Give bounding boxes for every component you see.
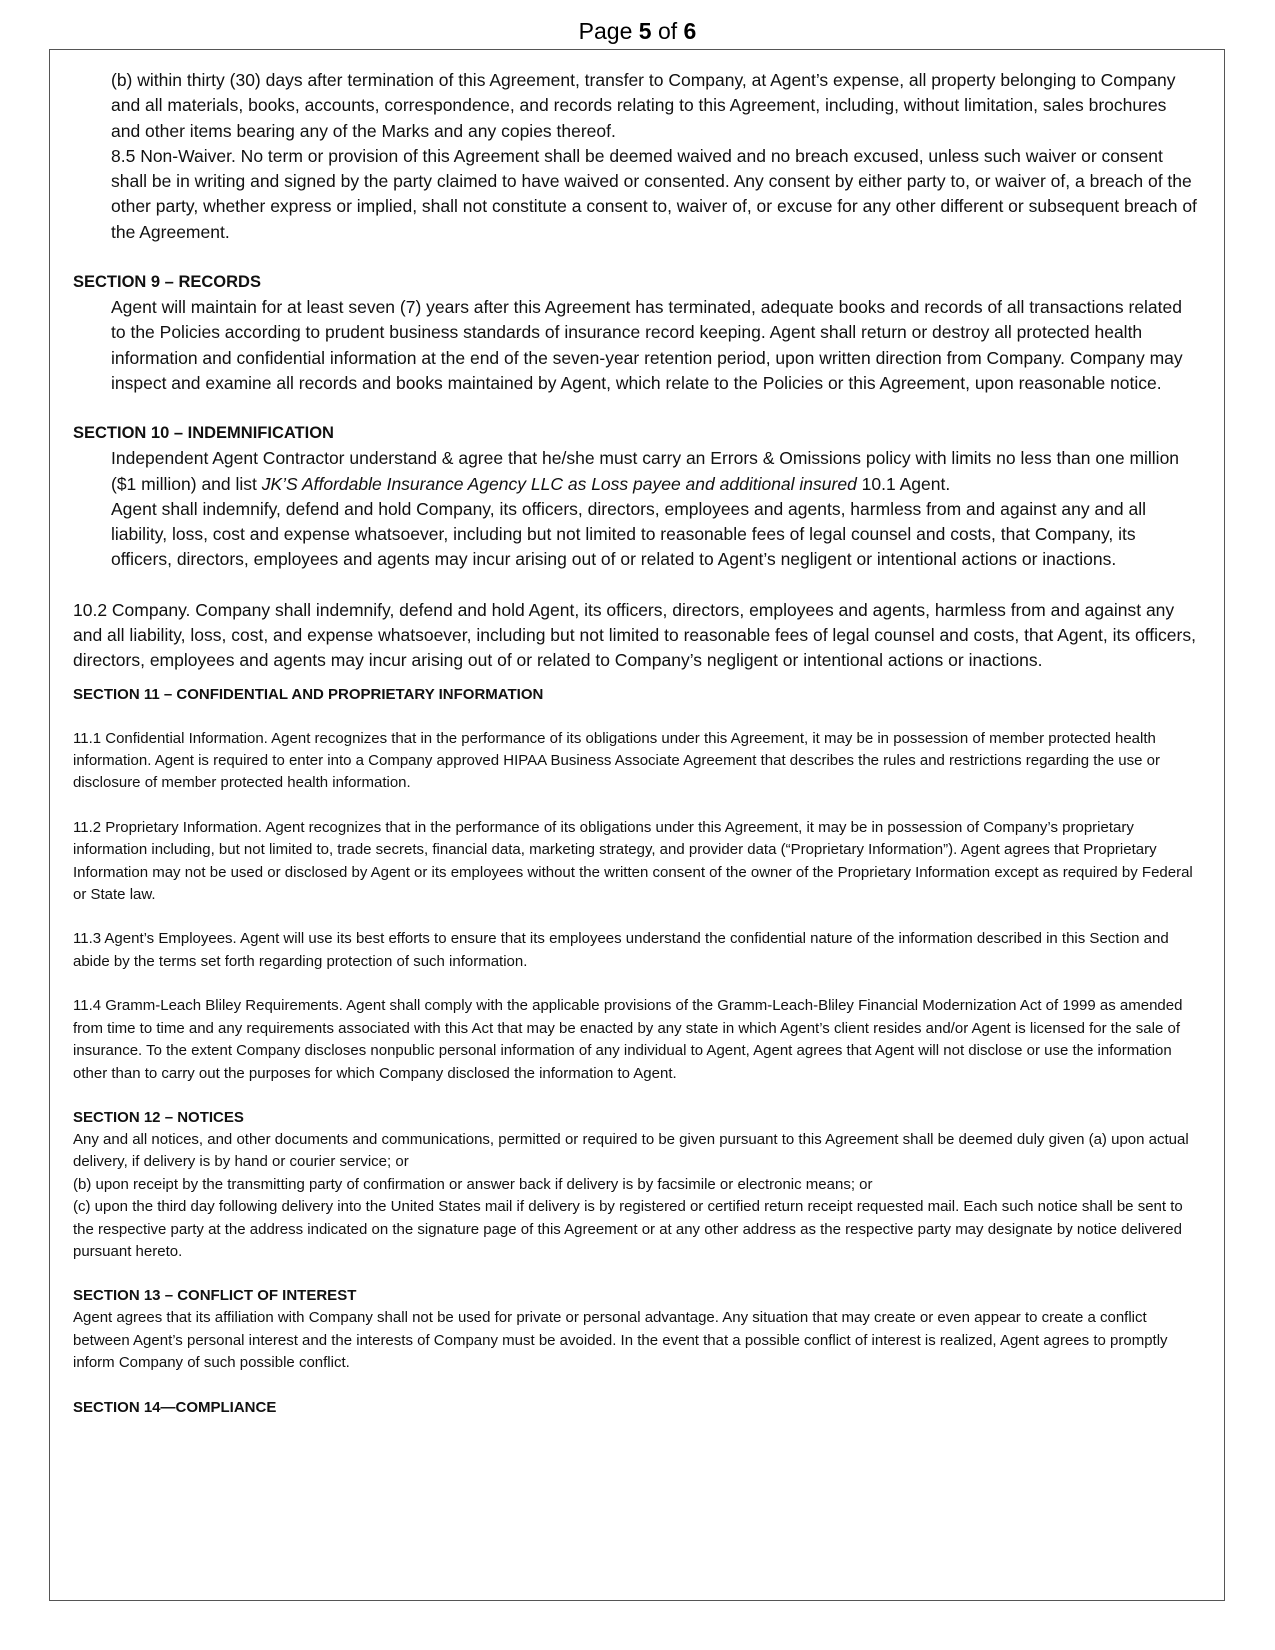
total-page-count: 6 <box>683 18 697 44</box>
page-of-label: of <box>651 18 684 44</box>
page-prefix: Page <box>578 18 639 44</box>
section-11-heading: SECTION 11 – CONFIDENTIAL AND PROPRIETARY INFORMATION <box>73 685 544 703</box>
section-14-heading: SECTION 14—COMPLIANCE <box>73 1398 277 1416</box>
section-10-1-agent-clause: Agent shall indemnify, defend and hold Company, its officers, directors, employees and agents, harmless from and against any and all liability, loss, cost and expense whatsoever, including but not limited to reasonable fees of legal counsel and costs, that Company, its officers, directors, employees and agents may incur arising out of or related to Agent’s negligent or intentional actions or inactions. <box>111 498 1147 570</box>
section-10-intro-text: Independent Agent Contractor understand & agree that he/she must carry an Errors & Omissions policy with limits no less than one million ($1 million) and list <box>111 448 1180 494</box>
section-9-body: Agent will maintain for at least seven (7) years after this Agreement has terminated, adequate books and records of all transactions related to the Policies according to prudent business standards of insurance record keeping. Agent shall return or destroy all protected health information and confidential information at the end of the seven-year retention period, upon written direction from Company. Company may inspect and examine all records and books maintained by Agent, which relate to the Policies or this Agreement, upon reasonable notice. <box>111 297 1183 393</box>
section-9-heading: SECTION 9 – RECORDS <box>73 273 261 292</box>
current-page-number: 5 <box>638 18 652 44</box>
section-10-2-company-clause: 10.2 Company. Company shall indemnify, defend and hold Agent, its officers, directors, employees and agents, harmless from and against any and all liability, loss, cost, and expense whatsoever, including but not limited to reasonable fees of legal counsel and costs, that Agent, its officers, directors, employees and agents may incur arising out of or related to Company’s negligent or intentional actions or inactions. <box>73 599 1196 671</box>
section-12-heading: SECTION 12 – NOTICES <box>73 1108 244 1126</box>
section-8-item-b: (b) within thirty (30) days after termination of this Agreement, transfer to Company, at Agent’s expense, all property belonging to Company and all materials, books, accounts, correspondence, and records relating to this Agreement, including, without limitation, sales brochures and other items bearing any of the Marks and any copies thereof. <box>111 70 1176 141</box>
section-13-heading: SECTION 13 – CONFLICT OF INTEREST <box>73 1287 357 1305</box>
section-12-item-c: (c) upon the third day following delivery into the United States mail if delivery is by registered or certified return receipt requested mail. Each such notice shall be sent to the respective party at the address indicated on the signature page of this Agreement or at any other address as the respective party may designate by notice delivered pursuant hereto. <box>73 1198 1183 1260</box>
section-12-item-b: (b) upon receipt by the transmitting party of confirmation or answer back if delivery is by facsimile or electronic means; or <box>73 1175 873 1193</box>
section-11-4-glb: 11.4 Gramm-Leach Bliley Requirements. Agent shall comply with the applicable provisions of the Gramm-Leach-Bliley Financial Modernization Act of 1999 as amended from time to time and any requirements associated with this Act that may be enacted by any state in which Agent’s client resides and/or Agent is licensed for the sale of insurance. To the extent Company discloses nonpublic personal information of any individual to Agent, Agent agrees that Agent will not disclose or use the information other than to carry out the purposes for which Company disclosed the information to Agent. <box>73 997 1183 1082</box>
section-13-body: Agent agrees that its affiliation with Company shall not be used for private or personal advantage. Any situation that may create or even appear to create a conflict between Agent’s personal interest and the interests of Company must be avoided. In the event that a possible conflict of interest is realized, Agent agrees to promptly inform Company of such possible conflict. <box>73 1309 1168 1372</box>
section-11-1-confidential: 11.1 Confidential Information. Agent recognizes that in the performance of its obligations under this Agreement, it may be in possession of member protected health information. Agent is required to enter into a Company approved HIPAA Business Associate Agreement that describes the rules and restrictions regarding the use or disclosure of member protected health information. <box>73 729 1160 792</box>
section-12-intro: Any and all notices, and other documents and communications, permitted or required to be given pursuant to this Agreement shall be deemed duly given (a) upon actual delivery, if delivery is by hand or courier service; or <box>73 1130 1189 1171</box>
section-8-5-non-waiver: 8.5 Non-Waiver. No term or provision of this Agreement shall be deemed waived and no breach excused, unless such waiver or consent shall be in writing and signed by the party claimed to have waived or consented. Any consent by either party to, or waiver of, a breach of the other party, whether express or implied, shall not constitute a consent to, waiver of, or excuse for any other different or subsequent breach of the Agreement. <box>111 145 1197 242</box>
page-number-header <box>0 16 1275 46</box>
document-body <box>73 68 1198 1419</box>
section-10-intro <box>73 446 1198 497</box>
section-11-3-employees: 11.3 Agent’s Employees. Agent will use its best efforts to ensure that its employees understand the confidential nature of the information described in this Section and abide by the terms set forth regarding protection of such information. <box>73 930 1169 970</box>
loss-payee-name: JK’S Affordable Insurance Agency LLC as Loss payee and additional insured <box>261 473 857 494</box>
section-10-heading: SECTION 10 – INDEMNIFICATION <box>73 424 334 443</box>
section-11-2-proprietary: 11.2 Proprietary Information. Agent recognizes that in the performance of its obligations under this Agreement, it may be in possession of Company’s proprietary information including, but not limited to, trade secrets, financial data, marketing strategy, and provider data (“Proprietary Information”). Agent agrees that Proprietary Information may not be used or disclosed by Agent or its employees without the written consent of the owner of the Proprietary Information except as required by Federal or State law. <box>73 818 1193 904</box>
section-10-1-label: 10.1 Agent. <box>856 473 951 494</box>
